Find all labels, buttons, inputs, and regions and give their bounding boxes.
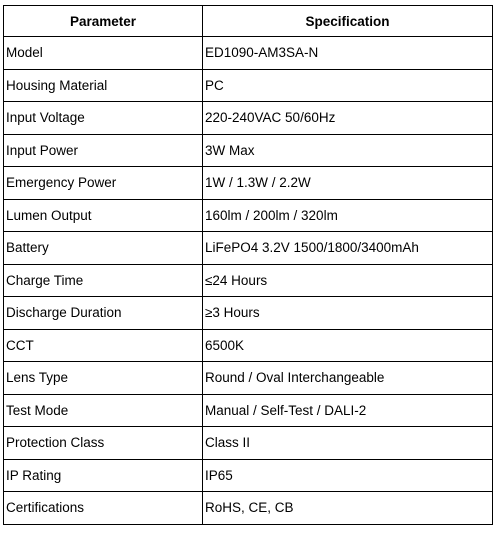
table-row xyxy=(4,492,493,525)
parameter-cell: IP Rating xyxy=(4,459,203,492)
specification-cell: 220-240VAC 50/60Hz xyxy=(203,102,493,135)
parameter-cell: Certifications xyxy=(4,492,203,525)
parameter-cell: Discharge Duration xyxy=(4,297,203,330)
specification-cell: ≤24 Hours xyxy=(203,264,493,297)
parameter-cell: Battery xyxy=(4,232,203,265)
table-row xyxy=(4,394,493,427)
header-row xyxy=(4,6,493,37)
table-row xyxy=(4,427,493,460)
specification-cell: IP65 xyxy=(203,459,493,492)
table-row xyxy=(4,102,493,135)
parameter-cell: Protection Class xyxy=(4,427,203,460)
parameter-cell: Lens Type xyxy=(4,362,203,395)
table-row xyxy=(4,199,493,232)
parameter-cell: Lumen Output xyxy=(4,199,203,232)
table-row xyxy=(4,362,493,395)
specification-cell: PC xyxy=(203,69,493,102)
header-specification: Specification xyxy=(203,6,493,37)
specification-table xyxy=(3,5,493,525)
table-row xyxy=(4,37,493,70)
table-row xyxy=(4,167,493,200)
table-row xyxy=(4,264,493,297)
parameter-cell: Charge Time xyxy=(4,264,203,297)
specification-cell: Class II xyxy=(203,427,493,460)
parameter-cell: Model xyxy=(4,37,203,70)
specification-cell: 160lm / 200lm / 320lm xyxy=(203,199,493,232)
parameter-cell: Housing Material xyxy=(4,69,203,102)
specification-cell: RoHS, CE, CB xyxy=(203,492,493,525)
specification-cell: Manual / Self-Test / DALI-2 xyxy=(203,394,493,427)
table-row xyxy=(4,297,493,330)
specification-cell: LiFePO4 3.2V 1500/1800/3400mAh xyxy=(203,232,493,265)
specification-cell: 6500K xyxy=(203,329,493,362)
specification-cell: 3W Max xyxy=(203,134,493,167)
parameter-cell: CCT xyxy=(4,329,203,362)
specification-cell: Round / Oval Interchangeable xyxy=(203,362,493,395)
table-row xyxy=(4,459,493,492)
parameter-cell: Test Mode xyxy=(4,394,203,427)
table-row xyxy=(4,232,493,265)
parameter-cell: Input Power xyxy=(4,134,203,167)
header-parameter: Parameter xyxy=(4,6,203,37)
parameter-cell: Emergency Power xyxy=(4,167,203,200)
specification-cell: 1W / 1.3W / 2.2W xyxy=(203,167,493,200)
parameter-cell: Input Voltage xyxy=(4,102,203,135)
table-row xyxy=(4,329,493,362)
specification-cell: ≥3 Hours xyxy=(203,297,493,330)
table-row xyxy=(4,69,493,102)
table-row xyxy=(4,134,493,167)
specification-cell: ED1090-AM3SA-N xyxy=(203,37,493,70)
